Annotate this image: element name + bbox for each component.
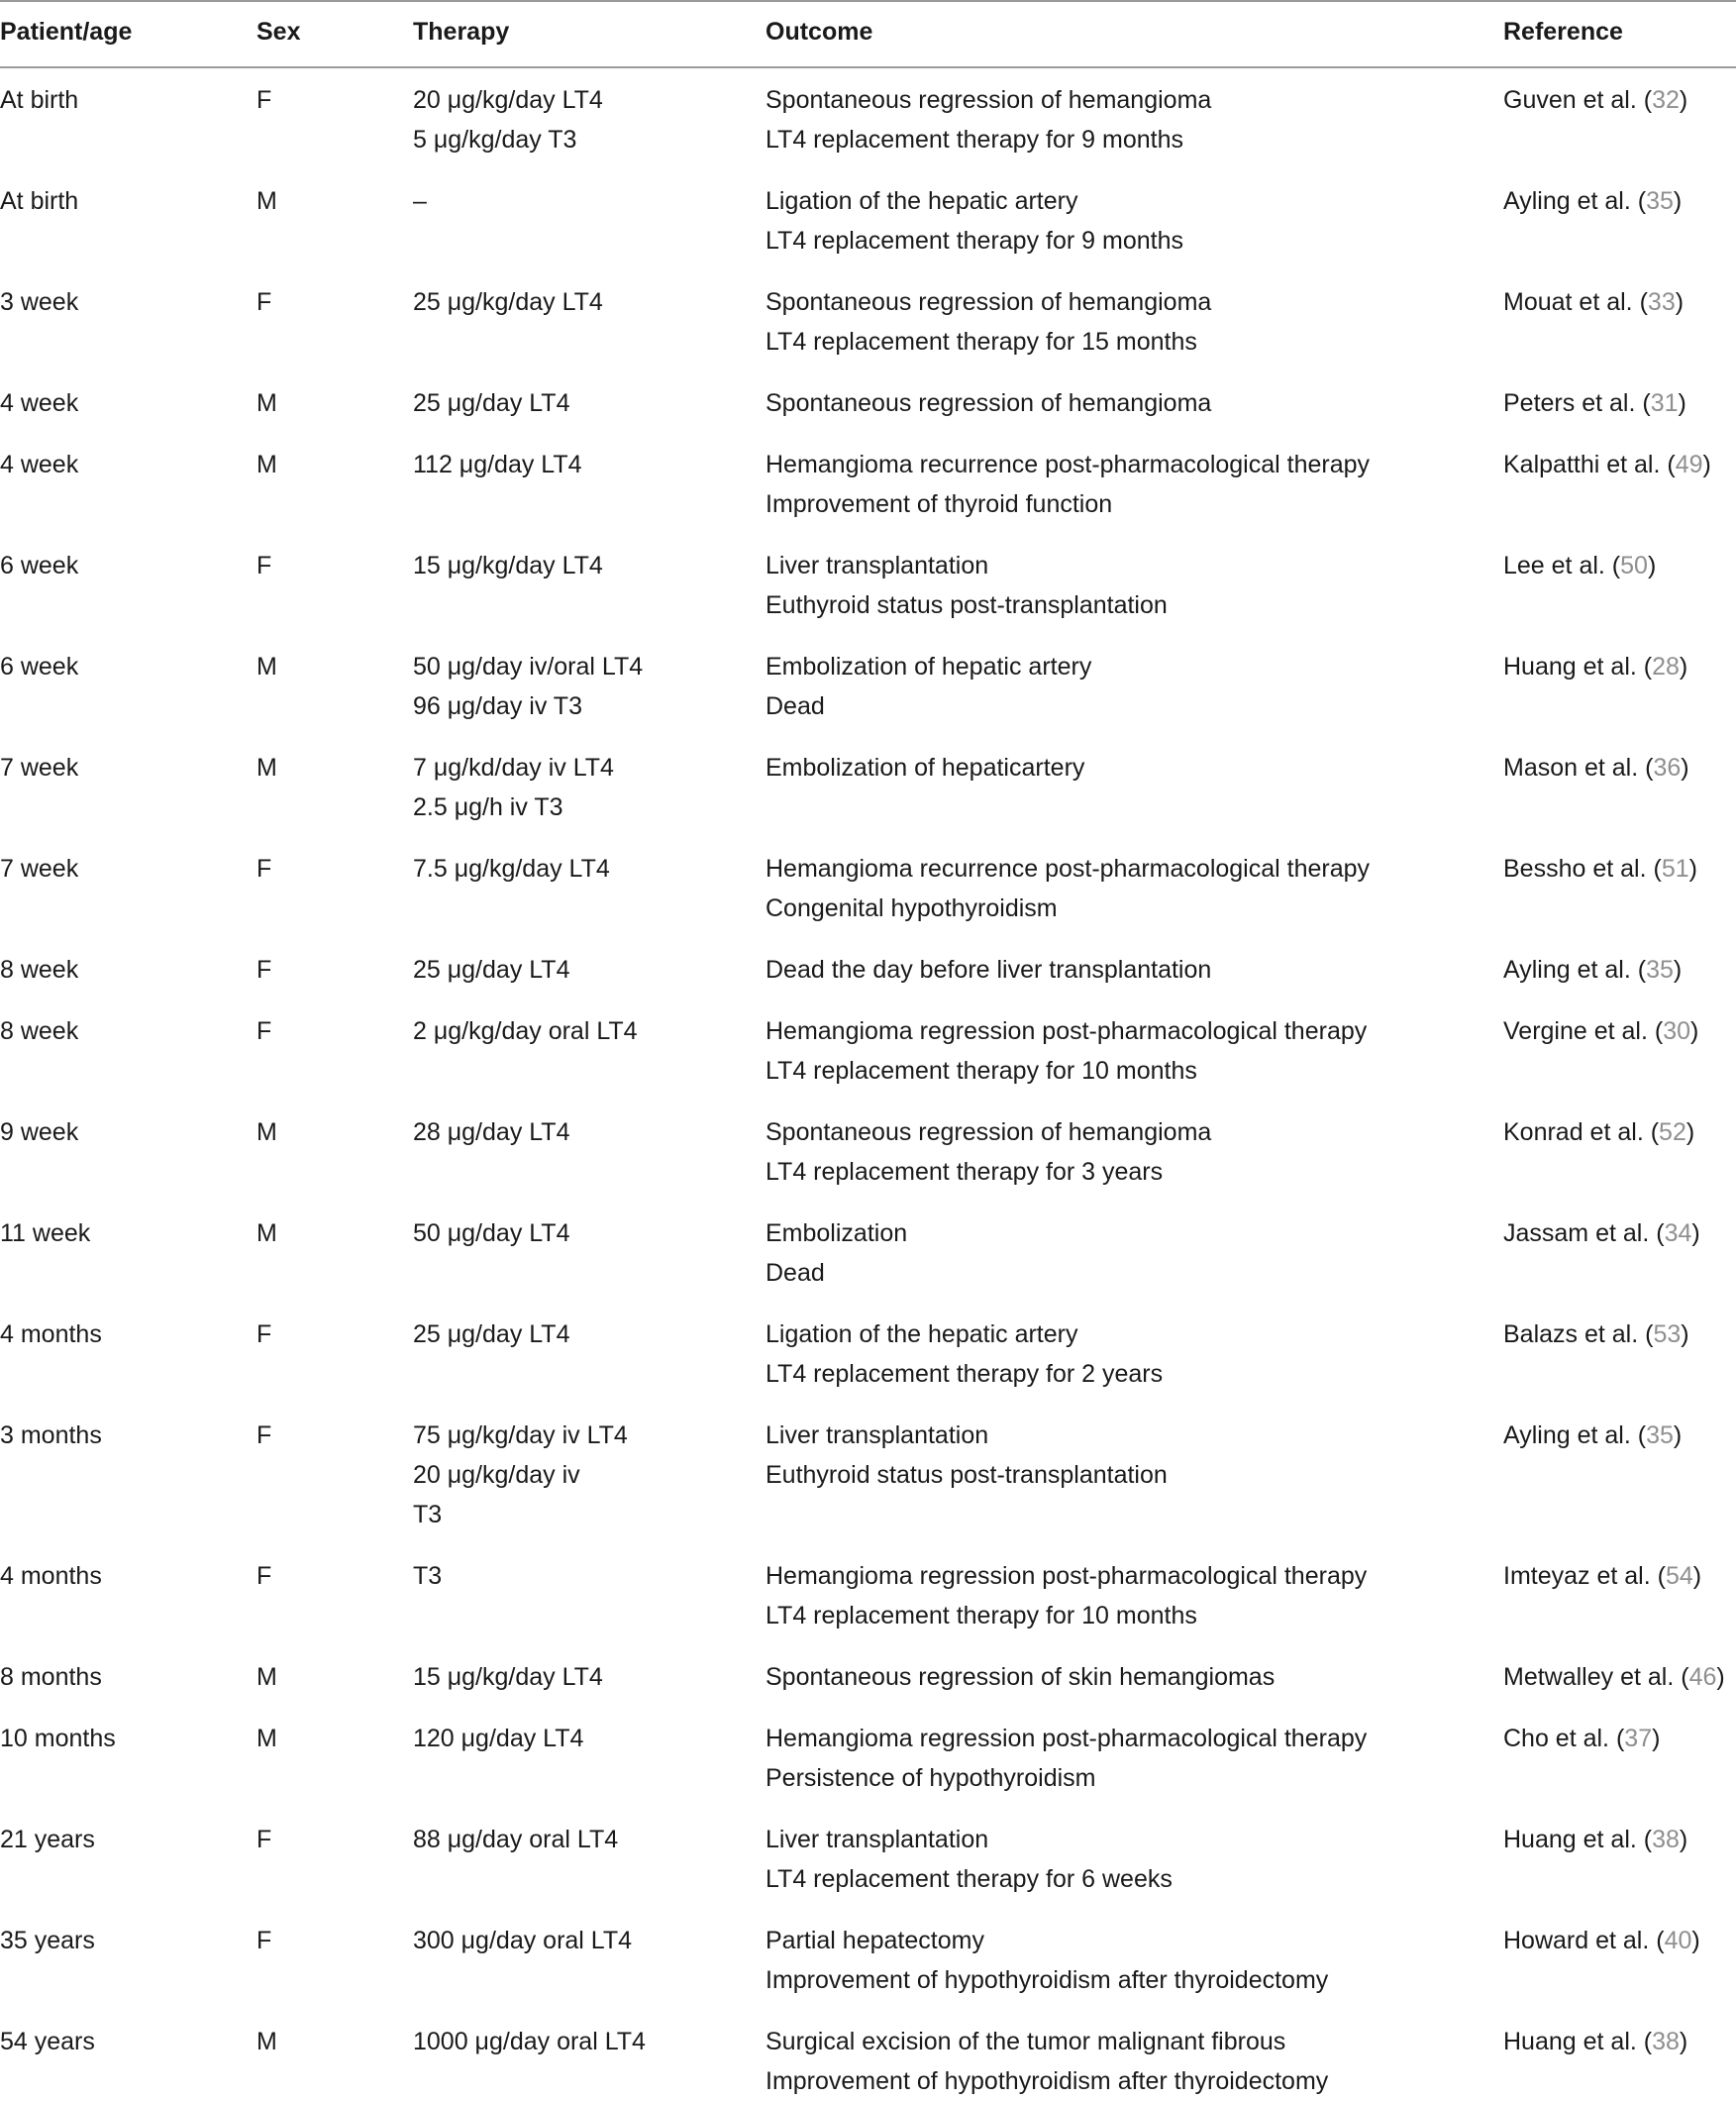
reference-citation-link[interactable]: 35 bbox=[1646, 187, 1674, 215]
cell-outcome bbox=[766, 1416, 1168, 1495]
reference-paren-close: ) bbox=[1690, 1017, 1699, 1045]
outcome-line: Hemangioma regression post-pharmacological therapy bbox=[766, 1562, 1368, 1590]
reference-paren-open: ( bbox=[1609, 1725, 1625, 1752]
cell-patient-age: 4 months bbox=[0, 1320, 102, 1348]
outcome-line: LT4 replacement therapy for 9 months bbox=[766, 227, 1183, 255]
cell-therapy bbox=[413, 1314, 569, 1354]
cell-sex: F bbox=[256, 1562, 272, 1590]
reference-paren-close: ) bbox=[1679, 653, 1688, 681]
reference-author: Mason et al. bbox=[1503, 754, 1639, 782]
reference-author: Ayling et al. bbox=[1503, 956, 1631, 984]
cell-reference bbox=[1503, 445, 1711, 484]
therapy-line: 50 μg/day iv/oral LT4 bbox=[413, 653, 644, 681]
reference-paren-open: ( bbox=[1630, 187, 1647, 215]
reference-citation-link[interactable]: 40 bbox=[1664, 1927, 1692, 1954]
cell-reference bbox=[1503, 1556, 1701, 1596]
cell-sex: F bbox=[256, 1826, 272, 1853]
header-reference: Reference bbox=[1503, 18, 1623, 46]
cell-outcome bbox=[766, 748, 1084, 788]
cell-therapy bbox=[413, 546, 603, 585]
outcome-line: Dead the day before liver transplantation bbox=[766, 956, 1212, 984]
cell-therapy bbox=[413, 1657, 603, 1697]
therapy-line: T3 bbox=[413, 1501, 443, 1528]
outcome-line: Hemangioma regression post-pharmacological therapy bbox=[766, 1017, 1368, 1045]
reference-author: Jassam et al. bbox=[1503, 1219, 1650, 1247]
reference-citation-link[interactable]: 51 bbox=[1661, 855, 1689, 883]
cell-sex: M bbox=[256, 1663, 277, 1691]
cell-sex: M bbox=[256, 1219, 277, 1247]
cell-patient-age: 4 week bbox=[0, 389, 79, 417]
cell-sex: F bbox=[256, 855, 272, 883]
therapy-line: 15 μg/kg/day LT4 bbox=[413, 552, 603, 579]
reference-paren-close: ) bbox=[1716, 1663, 1725, 1691]
reference-author: Mouat et al. bbox=[1503, 288, 1633, 316]
reference-citation-link[interactable]: 49 bbox=[1675, 451, 1703, 478]
cell-sex: F bbox=[256, 1927, 272, 1954]
cell-therapy bbox=[413, 1719, 583, 1758]
outcome-line: Improvement of hypothyroidism after thyroidectomy bbox=[766, 1966, 1329, 1994]
reference-citation-link[interactable]: 54 bbox=[1665, 1562, 1693, 1590]
cell-outcome bbox=[766, 950, 1211, 990]
header-rule bbox=[0, 66, 1736, 68]
reference-citation-link[interactable]: 38 bbox=[1652, 2028, 1680, 2055]
cell-patient-age: 8 week bbox=[0, 1017, 79, 1045]
reference-paren-open: ( bbox=[1604, 552, 1621, 579]
cell-therapy bbox=[413, 1011, 638, 1051]
header-therapy: Therapy bbox=[413, 18, 510, 46]
reference-author: Imteyaz et al. bbox=[1503, 1562, 1651, 1590]
reference-paren-close: ) bbox=[1679, 2028, 1688, 2055]
cell-therapy bbox=[413, 282, 603, 322]
outcome-line: LT4 replacement therapy for 3 years bbox=[766, 1158, 1164, 1186]
reference-citation-link[interactable]: 35 bbox=[1646, 956, 1674, 984]
therapy-line: – bbox=[413, 187, 427, 215]
cell-therapy bbox=[413, 849, 610, 889]
cell-therapy bbox=[413, 445, 582, 484]
therapy-line: 25 μg/day LT4 bbox=[413, 1320, 570, 1348]
cell-reference bbox=[1503, 1314, 1689, 1354]
therapy-line: 112 μg/day LT4 bbox=[413, 451, 582, 478]
reference-paren-open: ( bbox=[1630, 956, 1647, 984]
cell-sex: M bbox=[256, 187, 277, 215]
therapy-line: 88 μg/day oral LT4 bbox=[413, 1826, 619, 1853]
outcome-line: Spontaneous regression of skin hemangiomas bbox=[766, 1663, 1276, 1691]
therapy-line: 2 μg/kg/day oral LT4 bbox=[413, 1017, 638, 1045]
outcome-line: Spontaneous regression of hemangioma bbox=[766, 288, 1212, 316]
reference-author: Ayling et al. bbox=[1503, 187, 1631, 215]
reference-paren-open: ( bbox=[1630, 1421, 1647, 1449]
reference-paren-open: ( bbox=[1635, 389, 1651, 417]
cell-reference bbox=[1503, 2022, 1687, 2061]
cell-sex: M bbox=[256, 653, 277, 681]
reference-paren-close: ) bbox=[1679, 86, 1688, 114]
therapy-line: 15 μg/kg/day LT4 bbox=[413, 1663, 603, 1691]
cell-reference bbox=[1503, 1719, 1660, 1758]
reference-citation-link[interactable]: 35 bbox=[1646, 1421, 1674, 1449]
reference-paren-close: ) bbox=[1679, 1826, 1688, 1853]
outcome-line: Embolization bbox=[766, 1219, 908, 1247]
therapy-line: 25 μg/kg/day LT4 bbox=[413, 288, 603, 316]
outcome-line: LT4 replacement therapy for 2 years bbox=[766, 1360, 1164, 1388]
cell-reference bbox=[1503, 1657, 1725, 1697]
cell-therapy bbox=[413, 1112, 569, 1152]
therapy-line: 25 μg/day LT4 bbox=[413, 389, 570, 417]
therapy-line: 7.5 μg/kg/day LT4 bbox=[413, 855, 610, 883]
reference-citation-link[interactable]: 32 bbox=[1652, 86, 1680, 114]
cell-sex: F bbox=[256, 288, 272, 316]
reference-paren-open: ( bbox=[1660, 451, 1676, 478]
reference-paren-open: ( bbox=[1647, 1017, 1664, 1045]
reference-paren-close: ) bbox=[1678, 389, 1686, 417]
reference-paren-close: ) bbox=[1673, 187, 1683, 215]
reference-paren-open: ( bbox=[1649, 1219, 1665, 1247]
cell-reference bbox=[1503, 383, 1686, 423]
reference-citation-link[interactable]: 28 bbox=[1652, 653, 1680, 681]
cell-reference bbox=[1503, 181, 1682, 221]
reference-author: Metwalley et al. bbox=[1503, 1663, 1675, 1691]
cell-outcome bbox=[766, 1213, 907, 1293]
cell-outcome bbox=[766, 80, 1211, 159]
cell-sex: F bbox=[256, 956, 272, 984]
cell-reference bbox=[1503, 1921, 1700, 1960]
top-rule bbox=[0, 0, 1736, 2]
therapy-line: 20 μg/kg/day LT4 bbox=[413, 86, 603, 114]
cell-patient-age: 21 years bbox=[0, 1826, 95, 1853]
therapy-line: 5 μg/kg/day T3 bbox=[413, 126, 577, 154]
cell-outcome bbox=[766, 181, 1183, 261]
reference-paren-close: ) bbox=[1685, 1118, 1695, 1146]
reference-author: Howard et al. bbox=[1503, 1927, 1650, 1954]
cell-therapy bbox=[413, 1213, 569, 1253]
cell-sex: F bbox=[256, 1320, 272, 1348]
reference-citation-link[interactable]: 52 bbox=[1659, 1118, 1686, 1146]
cell-patient-age: 3 months bbox=[0, 1421, 102, 1449]
cell-reference bbox=[1503, 849, 1697, 889]
outcome-line: Liver transplantation bbox=[766, 1421, 989, 1449]
cell-outcome bbox=[766, 383, 1211, 423]
reference-author: Guven et al. bbox=[1503, 86, 1637, 114]
reference-paren-open: ( bbox=[1643, 1118, 1660, 1146]
reference-citation-link[interactable]: 33 bbox=[1647, 288, 1676, 316]
reference-author: Huang et al. bbox=[1503, 1826, 1637, 1853]
reference-paren-open: ( bbox=[1636, 1826, 1653, 1853]
cell-therapy bbox=[413, 647, 643, 726]
reference-citation-link[interactable]: 38 bbox=[1652, 1826, 1680, 1853]
therapy-line: T3 bbox=[413, 1562, 443, 1590]
cell-therapy bbox=[413, 2022, 646, 2061]
reference-paren-close: ) bbox=[1692, 1562, 1702, 1590]
cell-patient-age: 8 week bbox=[0, 956, 79, 984]
cell-reference bbox=[1503, 80, 1687, 120]
reference-paren-open: ( bbox=[1649, 1927, 1665, 1954]
outcome-line: LT4 replacement therapy for 9 months bbox=[766, 126, 1183, 154]
cell-outcome bbox=[766, 1314, 1163, 1394]
cell-patient-age: 10 months bbox=[0, 1725, 116, 1752]
outcome-line: Surgical excision of the tumor malignant fibrous bbox=[766, 2028, 1286, 2055]
cell-patient-age: 54 years bbox=[0, 2028, 95, 2055]
reference-paren-close: ) bbox=[1681, 754, 1689, 782]
reference-citation-link[interactable]: 53 bbox=[1653, 1320, 1682, 1348]
reference-citation-link[interactable]: 30 bbox=[1663, 1017, 1691, 1045]
cell-patient-age: 8 months bbox=[0, 1663, 102, 1691]
cell-reference bbox=[1503, 1112, 1694, 1152]
cell-therapy bbox=[413, 1921, 632, 1960]
reference-author: Huang et al. bbox=[1503, 2028, 1637, 2055]
cell-therapy bbox=[413, 1820, 618, 1859]
cell-patient-age: At birth bbox=[0, 187, 79, 215]
header-outcome: Outcome bbox=[766, 18, 873, 46]
cell-therapy bbox=[413, 748, 614, 827]
cell-sex: F bbox=[256, 552, 272, 579]
outcome-line: Dead bbox=[766, 692, 825, 720]
cell-sex: F bbox=[256, 1421, 272, 1449]
reference-paren-open: ( bbox=[1638, 754, 1654, 782]
reference-author: Lee et al. bbox=[1503, 552, 1605, 579]
reference-paren-close: ) bbox=[1673, 1421, 1683, 1449]
cell-patient-age: 11 week bbox=[0, 1219, 91, 1247]
reference-paren-open: ( bbox=[1632, 288, 1648, 316]
reference-paren-close: ) bbox=[1702, 451, 1711, 478]
cell-patient-age: 6 week bbox=[0, 653, 79, 681]
cell-patient-age: 9 week bbox=[0, 1118, 79, 1146]
cell-reference bbox=[1503, 1820, 1687, 1859]
reference-author: Vergine et al. bbox=[1503, 1017, 1648, 1045]
cell-sex: M bbox=[256, 1725, 277, 1752]
cell-patient-age: 7 week bbox=[0, 754, 79, 782]
reference-paren-close: ) bbox=[1652, 1725, 1661, 1752]
outcome-line: Spontaneous regression of hemangioma bbox=[766, 1118, 1212, 1146]
cell-therapy bbox=[413, 80, 603, 159]
cell-outcome bbox=[766, 849, 1370, 928]
cell-outcome bbox=[766, 1921, 1328, 2000]
therapy-line: 28 μg/day LT4 bbox=[413, 1118, 570, 1146]
reference-author: Huang et al. bbox=[1503, 653, 1637, 681]
cell-reference bbox=[1503, 282, 1684, 322]
reference-citation-link[interactable]: 34 bbox=[1664, 1219, 1692, 1247]
outcome-line: Dead bbox=[766, 1259, 825, 1287]
cell-outcome bbox=[766, 546, 1168, 625]
cell-therapy bbox=[413, 1556, 442, 1596]
cell-sex: M bbox=[256, 2028, 277, 2055]
cell-outcome bbox=[766, 2022, 1328, 2101]
therapy-line: 75 μg/kg/day iv LT4 bbox=[413, 1421, 628, 1449]
outcome-line: Liver transplantation bbox=[766, 552, 989, 579]
outcome-line: Hemangioma regression post-pharmacological therapy bbox=[766, 1725, 1368, 1752]
reference-paren-open: ( bbox=[1636, 86, 1653, 114]
reference-citation-link[interactable]: 46 bbox=[1688, 1663, 1717, 1691]
outcome-line: LT4 replacement therapy for 6 weeks bbox=[766, 1865, 1173, 1893]
header-patient-age: Patient/age bbox=[0, 18, 133, 46]
outcome-line: Embolization of hepaticartery bbox=[766, 754, 1085, 782]
cell-sex: M bbox=[256, 389, 277, 417]
cell-reference bbox=[1503, 1213, 1700, 1253]
cell-outcome bbox=[766, 445, 1370, 524]
therapy-line: 25 μg/day LT4 bbox=[413, 956, 570, 984]
cell-outcome bbox=[766, 1011, 1367, 1091]
cell-sex: M bbox=[256, 451, 277, 478]
reference-paren-open: ( bbox=[1636, 653, 1653, 681]
outcome-line: Improvement of thyroid function bbox=[766, 490, 1113, 518]
cell-patient-age: 6 week bbox=[0, 552, 79, 579]
cell-reference bbox=[1503, 1416, 1682, 1455]
cell-reference bbox=[1503, 546, 1656, 585]
reference-paren-open: ( bbox=[1674, 1663, 1689, 1691]
cell-reference bbox=[1503, 748, 1689, 788]
cell-reference bbox=[1503, 647, 1687, 686]
outcome-line: LT4 replacement therapy for 10 months bbox=[766, 1057, 1197, 1085]
reference-author: Ayling et al. bbox=[1503, 1421, 1631, 1449]
cell-sex: M bbox=[256, 754, 277, 782]
therapy-line: 120 μg/day LT4 bbox=[413, 1725, 584, 1752]
reference-paren-close: ) bbox=[1691, 1219, 1700, 1247]
reference-paren-close: ) bbox=[1675, 288, 1685, 316]
reference-paren-open: ( bbox=[1650, 1562, 1666, 1590]
reference-citation-link[interactable]: 50 bbox=[1620, 552, 1648, 579]
therapy-line: 20 μg/kg/day iv bbox=[413, 1461, 580, 1489]
reference-paren-close: ) bbox=[1688, 855, 1697, 883]
outcome-line: Partial hepatectomy bbox=[766, 1927, 984, 1954]
reference-paren-close: ) bbox=[1691, 1927, 1700, 1954]
cell-reference bbox=[1503, 950, 1682, 990]
therapy-line: 7 μg/kd/day iv LT4 bbox=[413, 754, 614, 782]
outcome-line: Congenital hypothyroidism bbox=[766, 894, 1058, 922]
cell-outcome bbox=[766, 1112, 1211, 1192]
cell-patient-age: 4 months bbox=[0, 1562, 102, 1590]
outcome-line: Spontaneous regression of hemangioma bbox=[766, 389, 1212, 417]
cell-therapy bbox=[413, 950, 569, 990]
outcome-line: Spontaneous regression of hemangioma bbox=[766, 86, 1212, 114]
outcome-line: Hemangioma recurrence post-pharmacological therapy bbox=[766, 855, 1371, 883]
cell-outcome bbox=[766, 282, 1211, 362]
cell-patient-age: 3 week bbox=[0, 288, 79, 316]
reference-citation-link[interactable]: 37 bbox=[1624, 1725, 1653, 1752]
cell-sex: M bbox=[256, 1118, 277, 1146]
therapy-line: 2.5 μg/h iv T3 bbox=[413, 793, 563, 821]
cell-patient-age: 4 week bbox=[0, 451, 79, 478]
therapy-line: 50 μg/day LT4 bbox=[413, 1219, 570, 1247]
cell-outcome bbox=[766, 647, 1091, 726]
reference-citation-link[interactable]: 31 bbox=[1650, 389, 1679, 417]
reference-paren-open: ( bbox=[1638, 1320, 1654, 1348]
therapy-line: 1000 μg/day oral LT4 bbox=[413, 2028, 646, 2055]
outcome-line: Persistence of hypothyroidism bbox=[766, 1764, 1096, 1792]
therapy-line: 96 μg/day iv T3 bbox=[413, 692, 582, 720]
cell-therapy bbox=[413, 1416, 628, 1534]
reference-author: Balazs et al. bbox=[1503, 1320, 1639, 1348]
outcome-line: Euthyroid status post-transplantation bbox=[766, 591, 1168, 619]
reference-author: Kalpatthi et al. bbox=[1503, 451, 1661, 478]
reference-paren-open: ( bbox=[1636, 2028, 1653, 2055]
outcome-line: Embolization of hepatic artery bbox=[766, 653, 1092, 681]
cell-sex: F bbox=[256, 1017, 272, 1045]
cell-reference bbox=[1503, 1011, 1698, 1051]
outcome-line: LT4 replacement therapy for 15 months bbox=[766, 328, 1197, 356]
cell-outcome bbox=[766, 1719, 1367, 1798]
reference-paren-close: ) bbox=[1647, 552, 1657, 579]
outcome-line: Hemangioma recurrence post-pharmacological therapy bbox=[766, 451, 1371, 478]
cell-therapy bbox=[413, 383, 569, 423]
outcome-line: LT4 replacement therapy for 10 months bbox=[766, 1602, 1197, 1629]
cell-outcome bbox=[766, 1556, 1367, 1635]
outcome-line: Improvement of hypothyroidism after thyroidectomy bbox=[766, 2067, 1329, 2095]
reference-paren-open: ( bbox=[1646, 855, 1662, 883]
cell-patient-age: 35 years bbox=[0, 1927, 95, 1954]
reference-author: Cho et al. bbox=[1503, 1725, 1610, 1752]
reference-author: Bessho et al. bbox=[1503, 855, 1647, 883]
reference-author: Peters et al. bbox=[1503, 389, 1636, 417]
outcome-line: Ligation of the hepatic artery bbox=[766, 187, 1078, 215]
reference-citation-link[interactable]: 36 bbox=[1653, 754, 1682, 782]
cell-patient-age: At birth bbox=[0, 86, 79, 114]
reference-paren-close: ) bbox=[1673, 956, 1683, 984]
cell-sex: F bbox=[256, 86, 272, 114]
header-sex: Sex bbox=[256, 18, 301, 46]
cell-therapy bbox=[413, 181, 427, 221]
cell-outcome bbox=[766, 1820, 1173, 1899]
outcome-line: Liver transplantation bbox=[766, 1826, 989, 1853]
outcome-line: Ligation of the hepatic artery bbox=[766, 1320, 1078, 1348]
reference-paren-close: ) bbox=[1681, 1320, 1689, 1348]
cell-outcome bbox=[766, 1657, 1275, 1697]
therapy-line: 300 μg/day oral LT4 bbox=[413, 1927, 633, 1954]
cell-patient-age: 7 week bbox=[0, 855, 79, 883]
outcome-line: Euthyroid status post-transplantation bbox=[766, 1461, 1168, 1489]
reference-author: Konrad et al. bbox=[1503, 1118, 1644, 1146]
